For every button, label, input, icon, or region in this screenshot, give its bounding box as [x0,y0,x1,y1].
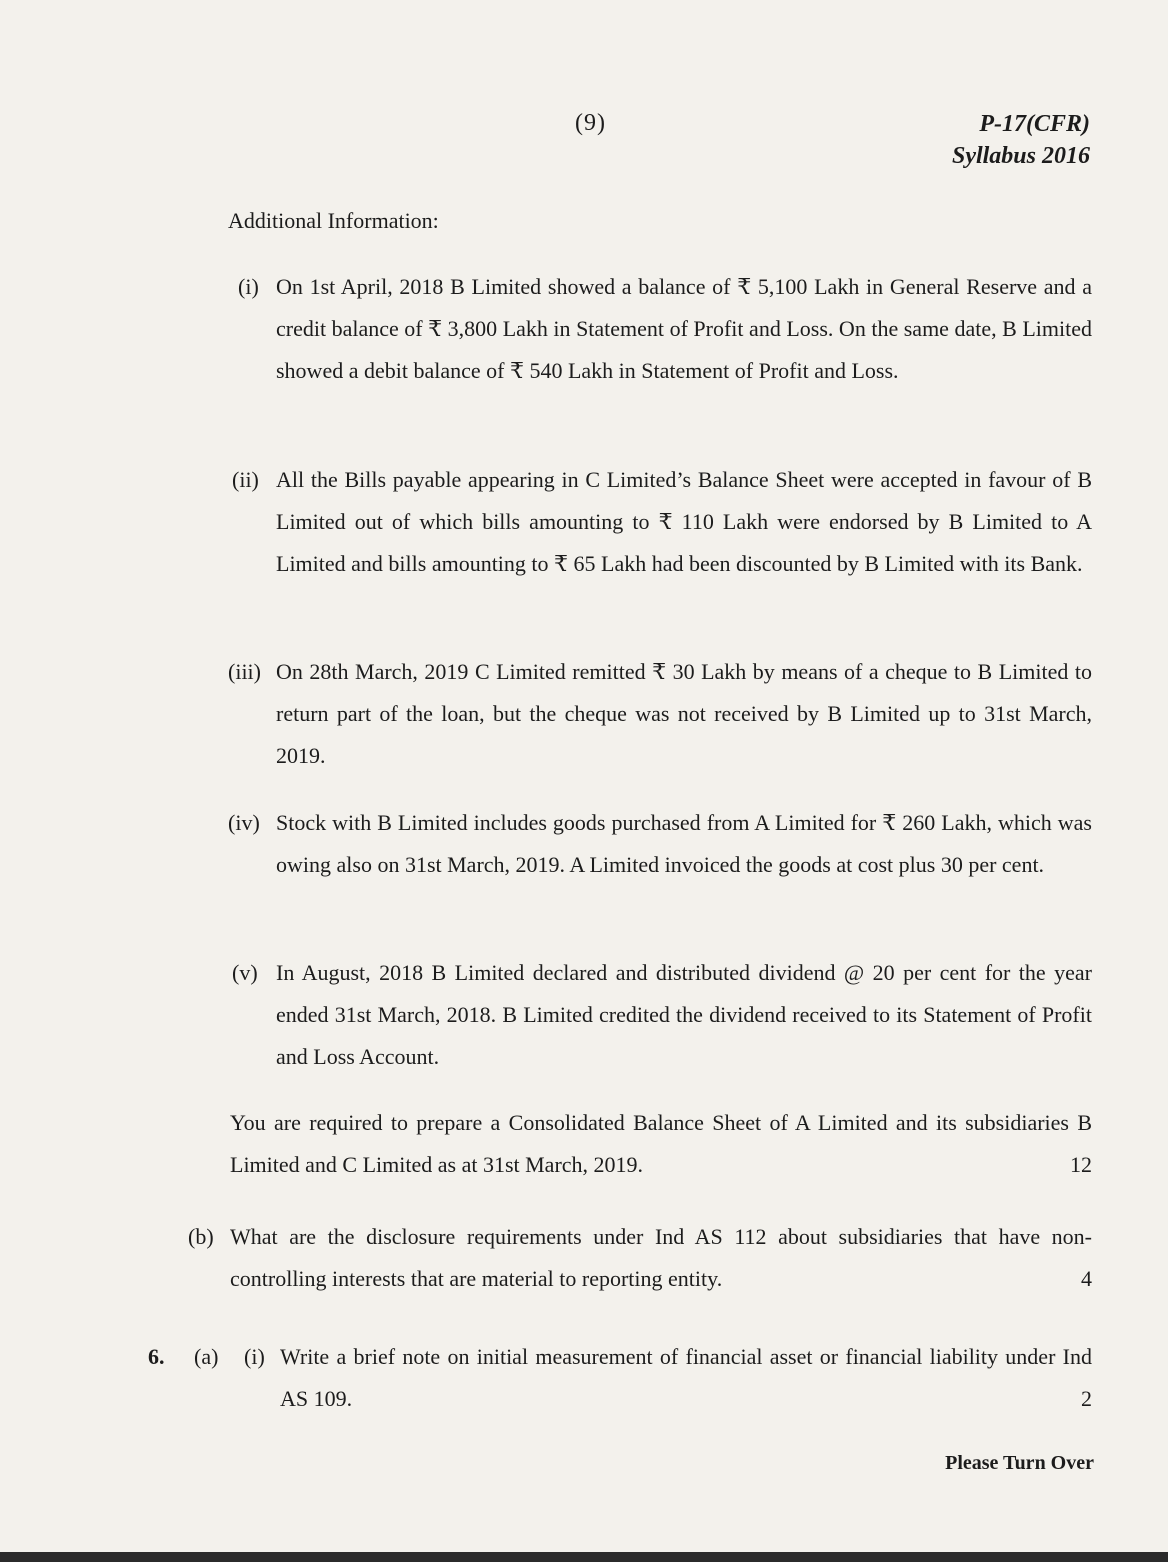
please-turn-over: Please Turn Over [945,1452,1094,1474]
syllabus-label: Syllabus 2016 [951,143,1090,169]
page-number: (9) [575,110,606,136]
item-label: (v) [232,960,258,985]
page-bottom-edge [0,1552,1168,1562]
question-6-text: Write a brief note on initial measurement of financial asset or financial liability under Ind AS 109. [280,1344,1092,1411]
paper-code: P-17(CFR) [979,111,1090,137]
requirement-marks: 12 [1070,1152,1092,1177]
question-part: (a) [194,1344,219,1369]
item-text: In August, 2018 B Limited declared and distributed dividend @ 20 per cent for the year ended 31st March, 2018. B Limited credited the dividend received to its Statement of Profit and Loss Account. [276,960,1092,1069]
item-text: On 1st April, 2018 B Limited showed a balance of ₹ 5,100 Lakh in General Reserve and a credit balance of ₹ 3,800 Lakh in Statement of Profit and Loss. On the same date, B Limited showed a debit balance of ₹ 540 Lakh in Statement of Profit and Loss. [276,274,1092,383]
item-label: (i) [238,274,259,299]
question-b-marks: 4 [1081,1266,1092,1291]
question-b-text: What are the disclosure requirements under Ind AS 112 about subsidiaries that have non-controlling interests that are material to reporting entity. [230,1224,1092,1291]
item-text: All the Bills payable appearing in C Limited’s Balance Sheet were accepted in favour of B Limited out of which bills amounting to ₹ 110 Lakh were endorsed by B Limited to A Limited and bills amounting to ₹ 65 Lakh had been discounted by B Limited with its Bank. [276,467,1092,576]
section-heading: Additional Information: [228,208,439,233]
item-text: Stock with B Limited includes goods purchased from A Limited for ₹ 260 Lakh, which was owing also on 31st March, 2019. A Limited invoiced the goods at cost plus 30 per cent. [276,810,1092,877]
question-b-label: (b) [188,1224,214,1249]
question-subpart: (i) [244,1344,265,1369]
question-6-marks: 2 [1081,1386,1092,1411]
item-label: (iii) [228,659,261,684]
item-label: (ii) [232,467,259,492]
paper-header [952,108,1090,172]
item-label: (iv) [228,810,260,835]
item-text: On 28th March, 2019 C Limited remitted ₹ 30 Lakh by means of a cheque to B Limited to return part of the loan, but the cheque was not received by B Limited up to 31st March, 2019. [276,659,1092,768]
requirement-text: You are required to prepare a Consolidated Balance Sheet of A Limited and its subsidiaries B Limited and C Limited as at 31st March, 2019. [230,1110,1092,1177]
question-number: 6. [148,1344,165,1369]
